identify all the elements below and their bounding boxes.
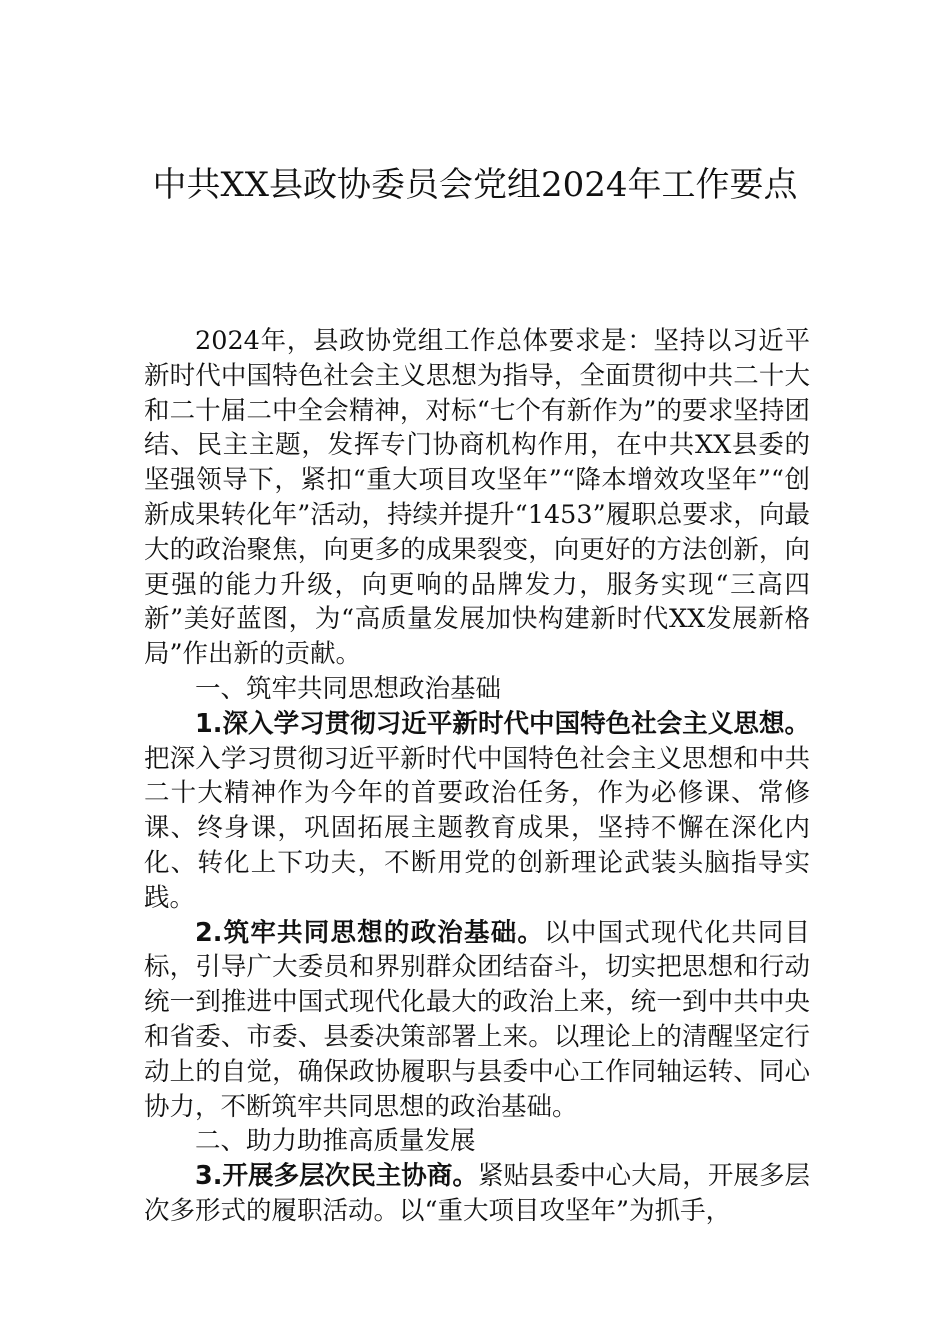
section-heading-2: 二、助力助推高质量发展: [195, 1126, 476, 1157]
item-lead-1: 1.深入学习贯彻习近平新时代中国特色社会主义思想。: [195, 708, 810, 739]
item-text-3: 紧贴县委中心大局，开展多层次多形式的履职活动。以“重大项目攻坚年”为抓手，: [144, 1161, 810, 1226]
intro-paragraph: 2024年，县政协党组工作总体要求是：坚持以习近平新时代中国特色社会主义思想为指导，全面贯彻中共二十大和二十届二中全会精神，对标“七个有新作为”的要求坚持团结、民主主题，发挥专门协商机构作用，在中共XX县委的坚强领导下，紧扣“重大项目攻坚年”“降本增效攻坚年”“创新成果转化年”活动，持续并提升“1453”履职总要求，向最大的政治聚焦，向更多的成果裂变，向更好的方法创新，向更强的能力升级，向更响的品牌发力，服务实现“三高四新”美好蓝图，为“高质量发展加快构建新时代XX发展新格局”作出新的贡献。: [144, 326, 810, 670]
item-lead-2: 2.筑牢共同思想的政治基础。: [195, 917, 545, 948]
item-text-1: 把深入学习贯彻习近平新时代中国特色社会主义思想和中共二十大精神作为今年的首要政治任务，作为必修课、常修课、终身课，巩固拓展主题教育成果，坚持不懈在深化内化、转化上下功夫，不断用党的创新理论武装头脑指导实践。: [144, 743, 810, 913]
document-body: [144, 324, 810, 1229]
item-lead-3: 3.开展多层次民主协商。: [195, 1161, 478, 1192]
item-paragraph-2: [144, 916, 810, 1125]
section-heading-1: 一、筑牢共同思想政治基础: [195, 673, 502, 704]
item-paragraph-1: [144, 707, 810, 916]
document-title: 中共XX县政协委员会党组2024年工作要点: [152, 165, 798, 205]
item-text-2: 以中国式现代化共同目标，引导广大委员和界别群众团结奋斗，切实把思想和行动统一到推进中国式现代化最大的政治上来，统一到中共中央和省委、市委、县委决策部署上来。以理论上的清醒坚定行动上的自觉，确保政协履职与县委中心工作同轴运转、同心协力，不断筑牢共同思想的政治基础。: [144, 917, 810, 1122]
item-paragraph-3: [144, 1159, 810, 1229]
